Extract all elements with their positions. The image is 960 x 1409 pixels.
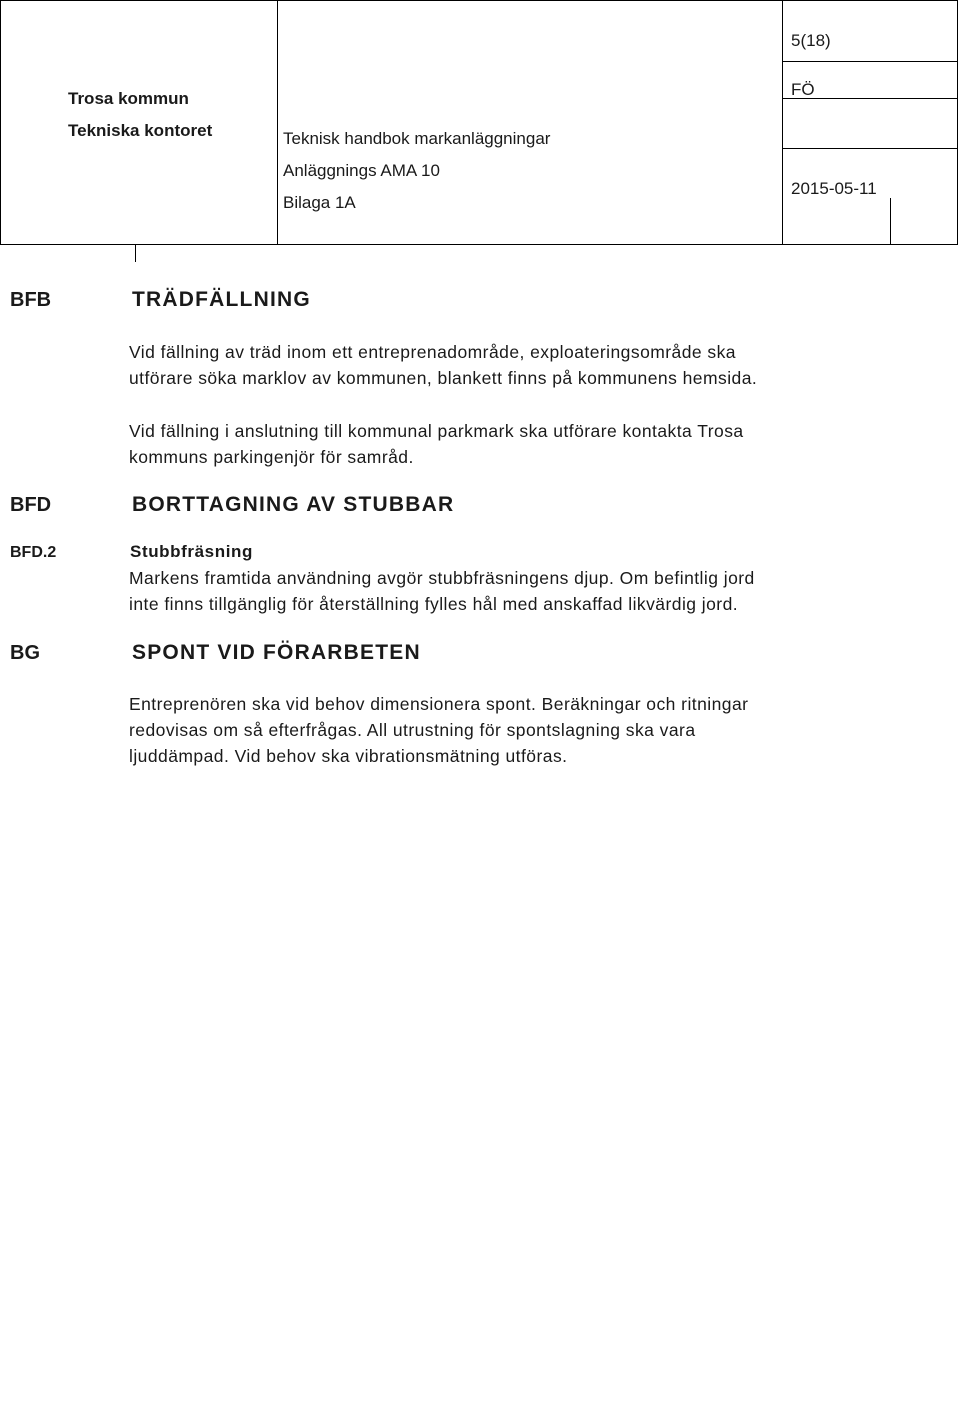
paragraph-line: Markens framtida användning avgör stubbfräsningens djup. Om befintlig jord xyxy=(129,568,755,588)
section-code: BFD xyxy=(10,494,52,516)
document-date: 2015-05-11 xyxy=(791,179,877,198)
organization-name: Trosa kommun xyxy=(68,89,189,108)
header-tick xyxy=(135,244,136,262)
paragraph xyxy=(129,418,889,470)
document-title: Teknisk handbok markanläggningar xyxy=(283,129,551,148)
section-heading: BORTTAGNING AV STUBBAR xyxy=(132,493,455,516)
paragraph-line: redovisas om så efterfrågas. All utrustning för spontslagning ska vara xyxy=(129,720,696,740)
document-status: FÖ xyxy=(791,80,815,99)
section-code: BG xyxy=(10,642,40,664)
header-row-line-1 xyxy=(782,61,958,62)
paragraph-line: inte finns tillgänglig för återställning fylles hål med anskaffad likvärdig jord. xyxy=(129,594,739,614)
paragraph-line: Vid fällning i anslutning till kommunal parkmark ska utförare kontakta Trosa xyxy=(129,421,744,441)
section-heading: TRÄDFÄLLNING xyxy=(132,288,311,311)
document-subtitle: Anläggnings AMA 10 xyxy=(283,161,440,180)
department-name: Tekniska kontoret xyxy=(68,121,213,140)
paragraph-line: kommuns parkingenjör för samråd. xyxy=(129,447,414,467)
header-divider-2 xyxy=(782,0,783,244)
paragraph xyxy=(129,691,889,769)
header-right-border xyxy=(957,0,958,244)
header-divider-1 xyxy=(277,0,278,244)
paragraph-line: Vid fällning av träd inom ett entreprenadområde, exploateringsområde ska xyxy=(129,342,736,362)
paragraph-line: utförare söka marklov av kommunen, blankett finns på kommunens hemsida. xyxy=(129,368,758,388)
paragraph-line: Entreprenören ska vid behov dimensionera spont. Beräkningar och ritningar xyxy=(129,694,749,714)
header-bottom-border xyxy=(0,244,958,245)
section-code: BFB xyxy=(10,289,52,311)
header-row-line-3 xyxy=(782,148,958,149)
subsection-code: BFD.2 xyxy=(10,544,57,561)
header-divider-3 xyxy=(890,198,891,244)
paragraph-line: ljuddämpad. Vid behov ska vibrationsmätning utföras. xyxy=(129,746,568,766)
section-heading: SPONT VID FÖRARBETEN xyxy=(132,641,421,664)
appendix-label: Bilaga 1A xyxy=(283,193,356,212)
header-left-border xyxy=(0,0,1,244)
subsection-heading: Stubbfräsning xyxy=(130,542,254,561)
header-top-border xyxy=(0,0,958,1)
page-number: 5(18) xyxy=(791,31,831,50)
paragraph xyxy=(129,339,889,391)
paragraph xyxy=(129,565,889,617)
